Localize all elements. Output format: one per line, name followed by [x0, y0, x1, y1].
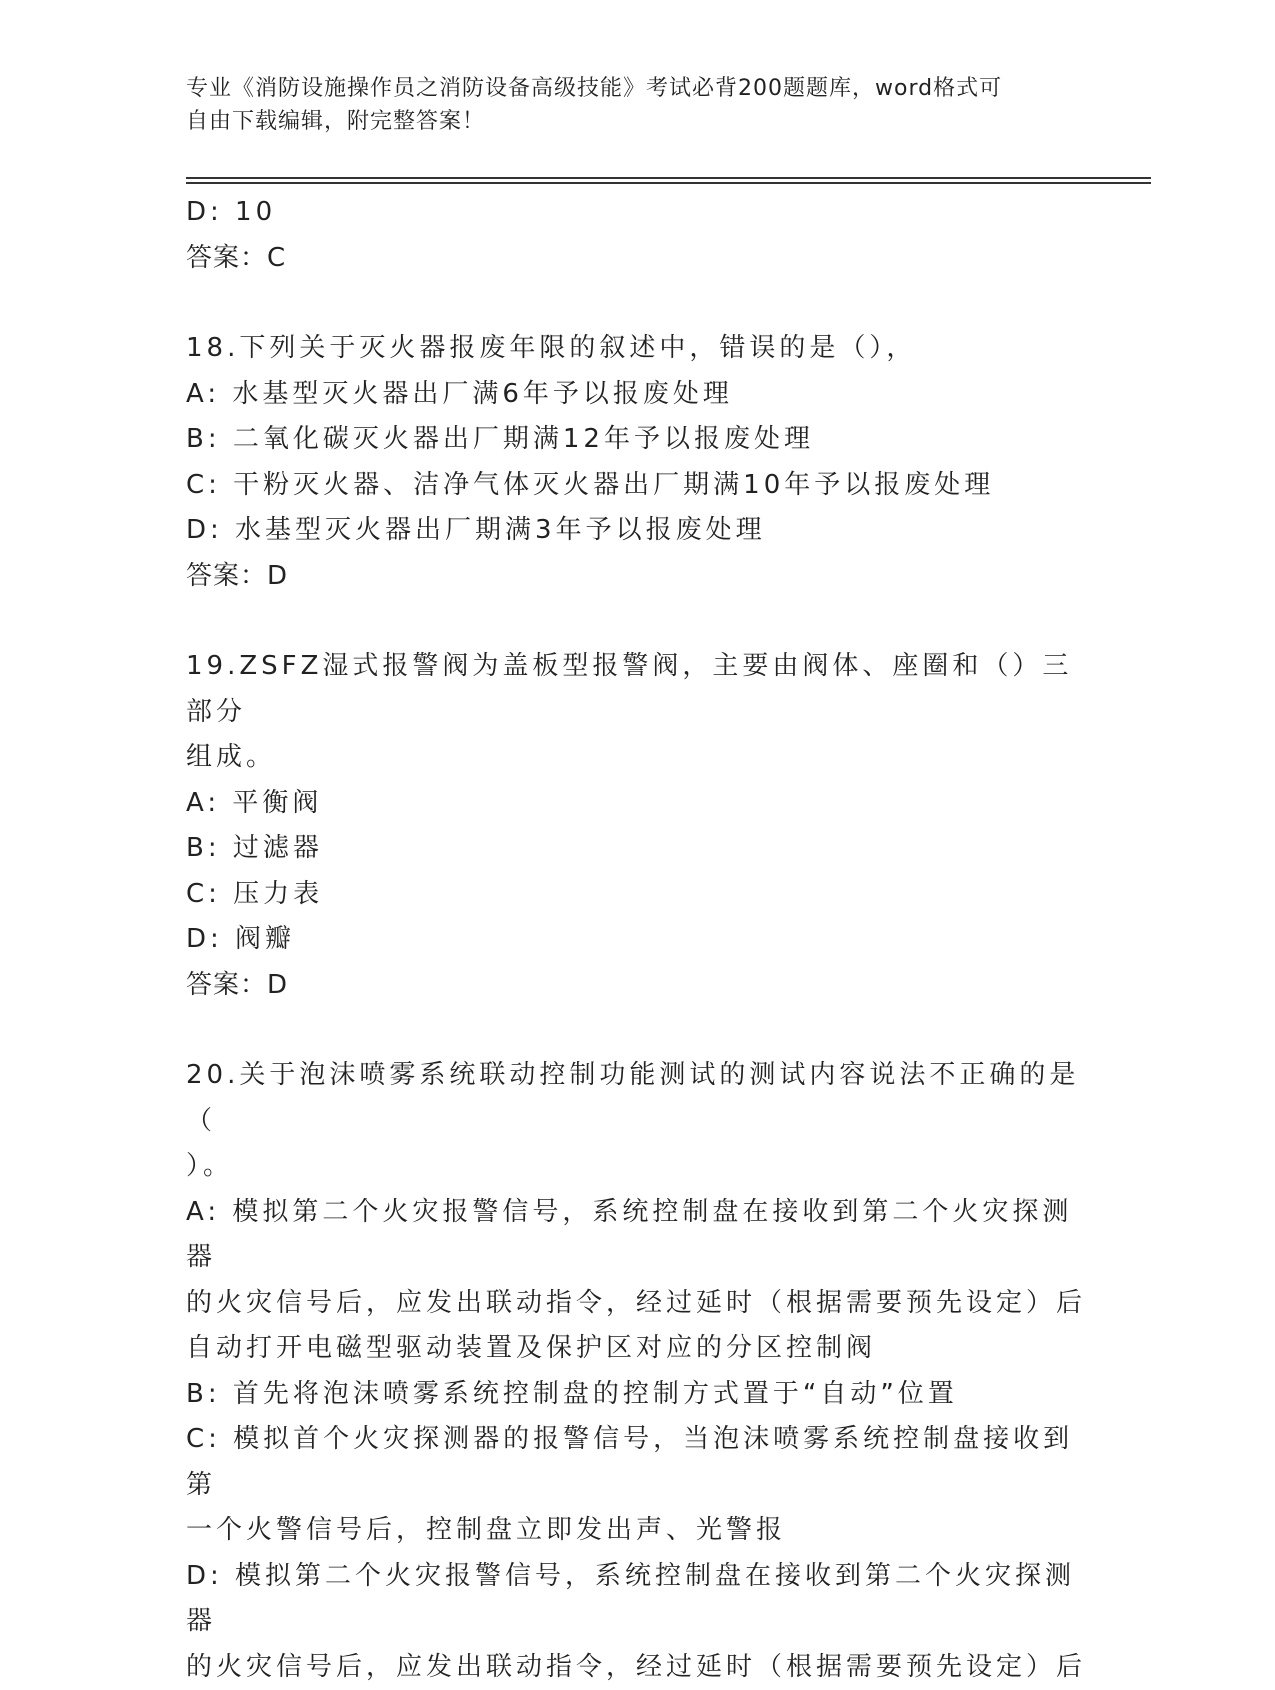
spacer: [186, 1008, 1086, 1053]
answer-option-line: 一个火警信号后，控制盘立即发出声、光警报: [186, 1508, 1086, 1554]
answer-option-line: C: 模拟首个火灾探测器的报警信号，当泡沫喷雾系统控制盘接收到第: [186, 1417, 1086, 1508]
question-stem-line: 18.下列关于灭火器报废年限的叙述中，错误的是（），: [186, 326, 1086, 372]
question-stem-line: ）。: [186, 1144, 1086, 1190]
header-divider-bottom: [186, 182, 1151, 184]
question-stem-line: 19.ZSFZ湿式报警阀为盖板型报警阀，主要由阀体、座圈和（）三部分: [186, 644, 1086, 735]
answer-option-line: C: 干粉灭火器、洁净气体灭火器出厂期满10年予以报废处理: [186, 463, 1086, 509]
answer-key: 答案：D: [186, 963, 1086, 1009]
document-header: [186, 72, 1086, 138]
answer-option-line: B: 二氧化碳灭火器出厂期满12年予以报废处理: [186, 417, 1086, 463]
answer-option-line: B: 过滤器: [186, 826, 1086, 872]
answer-option-line: D: 模拟第二个火灾报警信号，系统控制盘在接收到第二个火灾探测器: [186, 1554, 1086, 1645]
answer-option-line: B: 首先将泡沫喷雾系统控制盘的控制方式置于“自动”位置: [186, 1372, 1086, 1418]
spacer: [186, 281, 1086, 326]
answer-option-line: 的火灾信号后，应发出联动指令，经过延时（根据需要预先设定）后: [186, 1645, 1086, 1690]
header-title-line-2: 自由下载编辑，附完整答案！: [186, 105, 1086, 138]
answer-option-line: C: 压力表: [186, 872, 1086, 918]
answer-option-line: A: 模拟第二个火灾报警信号，系统控制盘在接收到第二个火灾探测器: [186, 1190, 1086, 1281]
question-block: [186, 326, 1086, 599]
answer-option-line: 的火灾信号后，应发出联动指令，经过延时（根据需要预先设定）后: [186, 1281, 1086, 1327]
answer-option-line: A: 平衡阀: [186, 781, 1086, 827]
answer-option-line: A: 水基型灭火器出厂满6年予以报废处理: [186, 372, 1086, 418]
question-list: [186, 326, 1086, 1690]
answer-key: 答案：D: [186, 554, 1086, 600]
carry-over-option-d: D: 10: [186, 190, 1086, 236]
answer-option-line: 自动打开电磁型驱动装置及保护区对应的分区控制阀: [186, 1326, 1086, 1372]
answer-option-line: D: 水基型灭火器出厂期满3年予以报废处理: [186, 508, 1086, 554]
question-stem-line: 20.关于泡沫喷雾系统联动控制功能测试的测试内容说法不正确的是（: [186, 1053, 1086, 1144]
header-divider-top: [186, 177, 1151, 179]
answer-option-line: D: 阀瓣: [186, 917, 1086, 963]
question-block: [186, 1053, 1086, 1690]
question-stem-line: 组成。: [186, 735, 1086, 781]
question-block: [186, 644, 1086, 1008]
spacer: [186, 599, 1086, 644]
header-title-line-1: 专业《消防设施操作员之消防设备高级技能》考试必背200题题库，word格式可: [186, 72, 1086, 105]
carry-over-answer: 答案：C: [186, 236, 1086, 282]
question-content: [186, 190, 1086, 1690]
